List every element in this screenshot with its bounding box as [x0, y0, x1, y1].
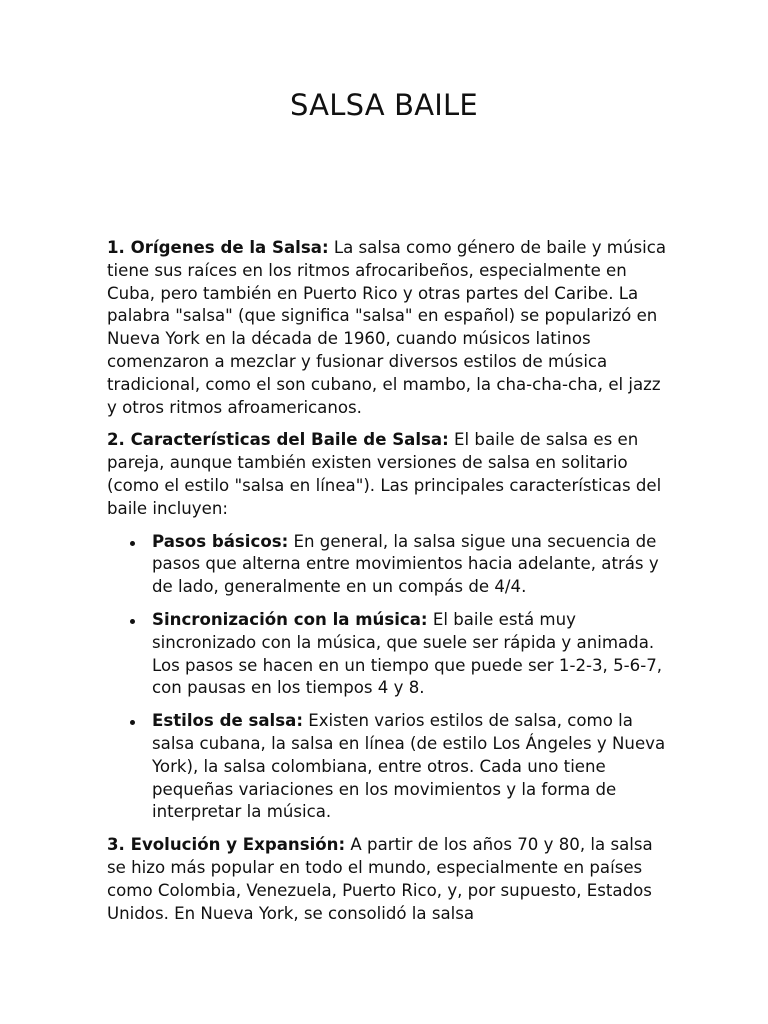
- section-heading: 1. Orígenes de la Salsa:: [107, 238, 329, 257]
- list-item-text: El baile está muy sincronizado con la música, que suele ser rápida y animada. Los pasos se hacen en un tiempo que puede ser 1-2-3, 5-6-7, con pausas en los tiempos 4 y 8.: [152, 609, 663, 698]
- list-item-pasos: [152, 531, 667, 599]
- section-heading: 3. Evolución y Expansión:: [107, 835, 346, 855]
- section-heading: 2. Características del Baile de Salsa:: [107, 430, 449, 450]
- characteristics-list: [107, 531, 667, 825]
- section-evolucion: [107, 834, 667, 925]
- list-item-text: Existen varios estilos de salsa, como la salsa cubana, la salsa en línea (de estilo Los Ángeles y Nueva York), la salsa colombiana, entre otros. Cada uno tiene pequeñas variaciones en los movimientos y la forma de interpretar la música.: [152, 711, 666, 822]
- list-item-heading: Sincronización con la música:: [152, 609, 428, 629]
- list-item-estilos: [152, 710, 667, 824]
- list-item-heading: Pasos básicos:: [152, 531, 289, 551]
- section-origenes: [107, 237, 667, 419]
- list-item-text: En general, la salsa sigue una secuencia de pasos que alterna entre movimientos hacia adelante, atrás y de lado, generalmente en un compás de 4/4.: [152, 531, 659, 597]
- document-body: [107, 237, 667, 935]
- section-text: A partir de los años 70 y 80, la salsa se hizo más popular en todo el mundo, especialmente en países como Colombia, Venezuela, Puerto Rico, y, por supuesto, Estados Unidos. En Nueva York, se consolidó la salsa: [107, 835, 653, 923]
- page-title: SALSA BAILE: [290, 88, 478, 122]
- list-item-heading: Estilos de salsa:: [152, 711, 303, 731]
- section-text: El baile de salsa es en pareja, aunque también existen versiones de salsa en solitario (como el estilo "salsa en línea"). Las principales características del baile incluyen:: [107, 430, 662, 518]
- section-caracteristicas: [107, 429, 667, 520]
- list-item-sincronizacion: [152, 609, 667, 700]
- section-text: La salsa como género de baile y música tiene sus raíces en los ritmos afrocaribeños, especialmente en Cuba, pero también en Puerto Rico y otras partes del Caribe. La palabra "salsa" (que significa "salsa" en español) se popularizó en Nueva York en la década de 1960, cuando músicos latinos comenzaron a mezclar y fusionar diversos estilos de música tradicional, como el son cubano, el mambo, la cha-cha-cha, el jazz y otros ritmos afroamericanos.: [107, 238, 667, 417]
